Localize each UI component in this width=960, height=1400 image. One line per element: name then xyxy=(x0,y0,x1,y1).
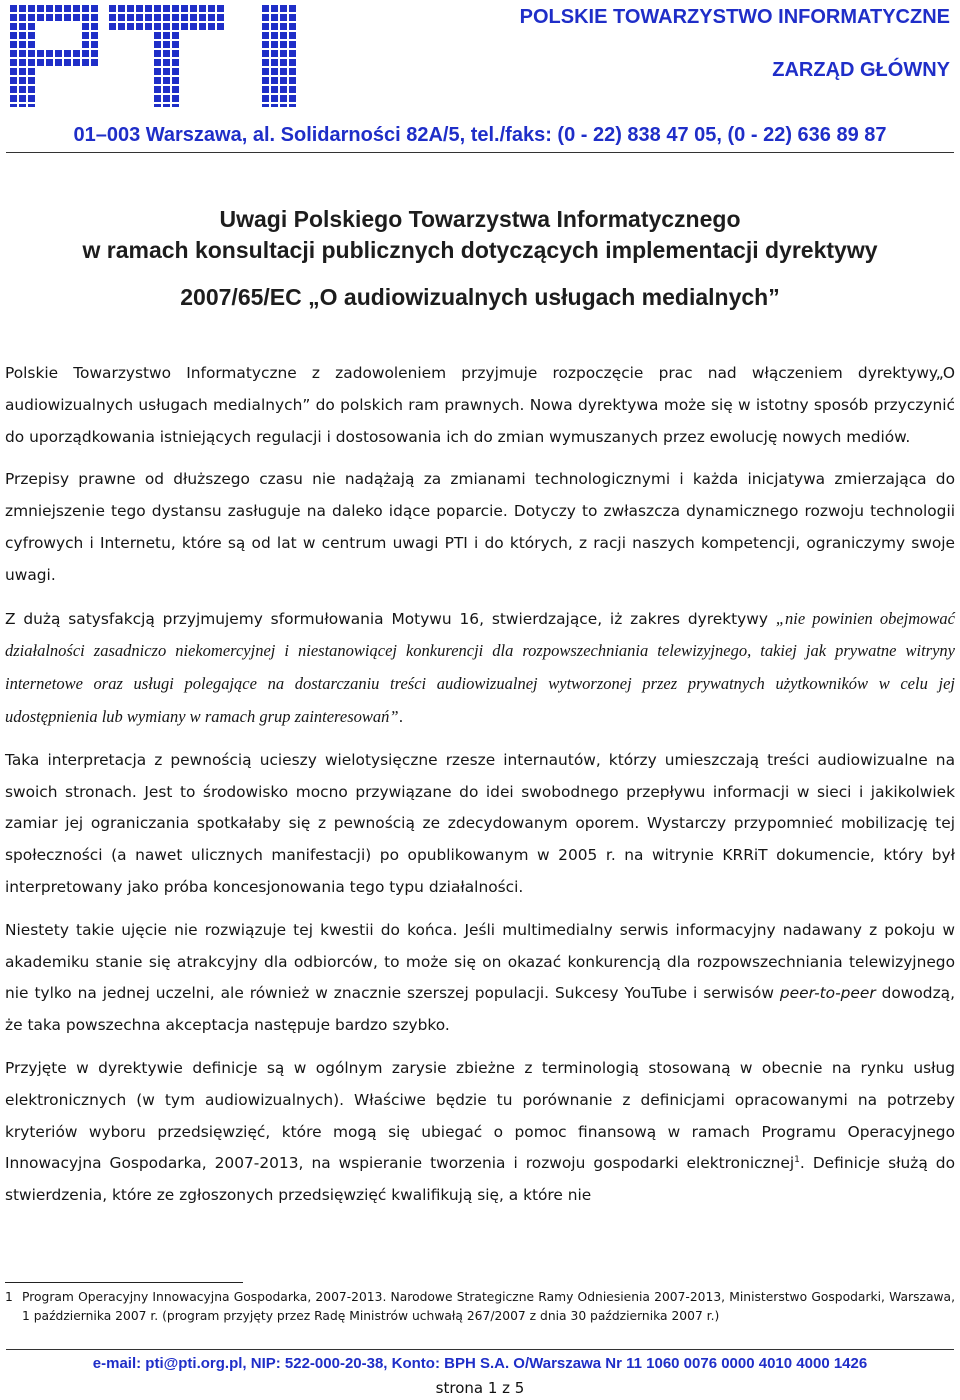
title-line-2: w ramach konsultacji publicznych dotyczących implementacji dyrektywy xyxy=(82,237,878,263)
paragraph-6 xyxy=(5,1053,955,1212)
document-title xyxy=(0,204,960,313)
board-name: ZARZĄD GŁÓWNY xyxy=(772,59,950,81)
pti-logo-icon xyxy=(10,5,302,107)
page-number: strona 1 z 5 xyxy=(435,1379,525,1397)
motive-16-quote: „nie powinien obejmować działalności zasadniczo niekomercyjnej i niestanowiącej konkurencji dla rozpowszechniania telewizyjnego, takiej jak prywatne witryny internetowe oraz usługi polegające na dostarczaniu treści audiowizualnej wytworzonej przez prywatnych użytkowników w celu jej udostępnienia lub wymiany w ramach grup zainteresowań” xyxy=(5,608,956,726)
paragraph-3-intro: Z dużą satysfakcją przyjmujemy sformułowania Motywu 16, stwierdzające, iż zakres dyrektywy xyxy=(5,609,776,628)
paragraph-6-end: . Definicje służą do stwierdzenia, które ze zgłoszonych przedsięwzięć kwalifikują się, a które nie xyxy=(5,1154,955,1205)
paragraph-5-end: dowodzą, że taka powszechna akceptacja następuje bardzo szybko. xyxy=(5,984,955,1035)
paragraph-3-end: . xyxy=(398,707,404,726)
document-body xyxy=(5,358,955,1223)
footnote-text: Program Operacyjny Innowacyjna Gospodarka, 2007-2013. Narodowe Strategiczne Ramy Odniesienia 2007-2013, Ministerstwo Gospodarki, Warszawa, 1 października 2007 r. (program przyjęty przez Radę Ministrów uchwałą 267/2007 z dnia 30 października 2007 r.) xyxy=(22,1290,955,1323)
paragraph-1: Polskie Towarzystwo Informatyczne z zadowoleniem przyjmuje rozpoczęcie prac nad włączeniem dyrektywy„O audiowizualnych usługach medialnych” do polskich ram prawnych. Nowa dyrektywa może się w istotny sposób przyczynić do uporządkowania istniejących regulacji i dostosowania ich do zmian wymuszanych przez ewolucję nowych mediów. xyxy=(5,364,955,446)
address-line: 01–003 Warszawa, al. Solidarności 82A/5, tel./faks: (0 - 22) 838 47 05, (0 - 22) 636 89 87 xyxy=(73,124,887,146)
letterhead xyxy=(0,0,960,160)
paragraph-2: Przepisy prawne od dłuższego czasu nie nadążają za zmianami technologicznymi i każda inicjatywa zmierzająca do zmniejszenie tego dystansu zasługuje na daleko idące poparcie. Dotyczy to zwłaszcza dynamicznego rozwoju technologii cyfrowych i Internetu, które są od lat w centrum uwagi PTI i do których, z racji naszych kompetencji, ograniczymy swoje uwagi. xyxy=(5,470,955,584)
footnote xyxy=(5,1288,955,1326)
footer-divider xyxy=(6,1349,954,1350)
header-divider xyxy=(6,152,954,153)
org-name: POLSKIE TOWARZYSTWO INFORMATYCZNE xyxy=(519,6,950,28)
title-line-1: Uwagi Polskiego Towarzystwa Informatycznego xyxy=(219,206,741,232)
footer-contact: e-mail: pti@pti.org.pl, NIP: 522-000-20-38, Konto: BPH S.A. O/Warszawa Nr 11 1060 0076 0000 4010 4000 1426 xyxy=(92,1355,868,1372)
peer-to-peer-term: peer-to-peer xyxy=(779,984,876,1003)
footnote-ref[interactable]: 1 xyxy=(794,1155,800,1166)
paragraph-5 xyxy=(5,915,955,1042)
footnote-number: 1 xyxy=(5,1290,13,1304)
paragraph-5-start: Niestety takie ujęcie nie rozwiązuje tej kwestii do końca. Jeśli multimedialny serwis informacyjny nadawany z pokoju w akademiku stanie się atrakcyjny dla odbiorców, to może się on okazać konkurencją dla rozpowszechniania telewizyjnego nie tylko na jednej uczelni, ale również w znacznie szerszej populacji. Sukcesy YouTube i serwisów xyxy=(5,920,955,1003)
paragraph-4: Taka interpretacja z pewnością ucieszy wielotysięczne rzesze internautów, którzy umieszczają treści audiowizualne na swoich stronach. Jest to środowisko mocno przywiązane do idei swobodnego przepływu informacji w sieci i jakikolwiek zamiar jej ograniczania spotkałaby się z pewnością ze zdecydowanym oporem. Wystarczy przypomnieć mobilizację tej społeczności (a nawet ulicznych manifestacji) po opublikowanym w 2005 r. na witrynie KRRiT dokumencie, który był interpretowany jako próba koncesjonowania tego typu działalności. xyxy=(5,750,955,896)
footnote-divider xyxy=(5,1282,243,1283)
paragraph-3 xyxy=(5,603,955,734)
title-line-3: 2007/65/EC „O audiowizualnych usługach medialnych” xyxy=(180,284,780,310)
paragraph-6-start: Przyjęte w dyrektywie definicje są w ogólnym zarysie zbieżne z terminologią stosowaną w obecnie na rynku usług elektronicznych (w tym audiowizualnych). Właściwe będzie tu porównanie z definicjami opracowanymi na potrzeby kryteriów wyboru przedsięwzięć, które mogą się ubiegać o pomoc finansową w ramach Programu Operacyjnego Innowacyjna Gospodarka, 2007-2013, na wspieranie tworzenia i rozwoju gospodarki elektronicznej xyxy=(5,1058,955,1173)
